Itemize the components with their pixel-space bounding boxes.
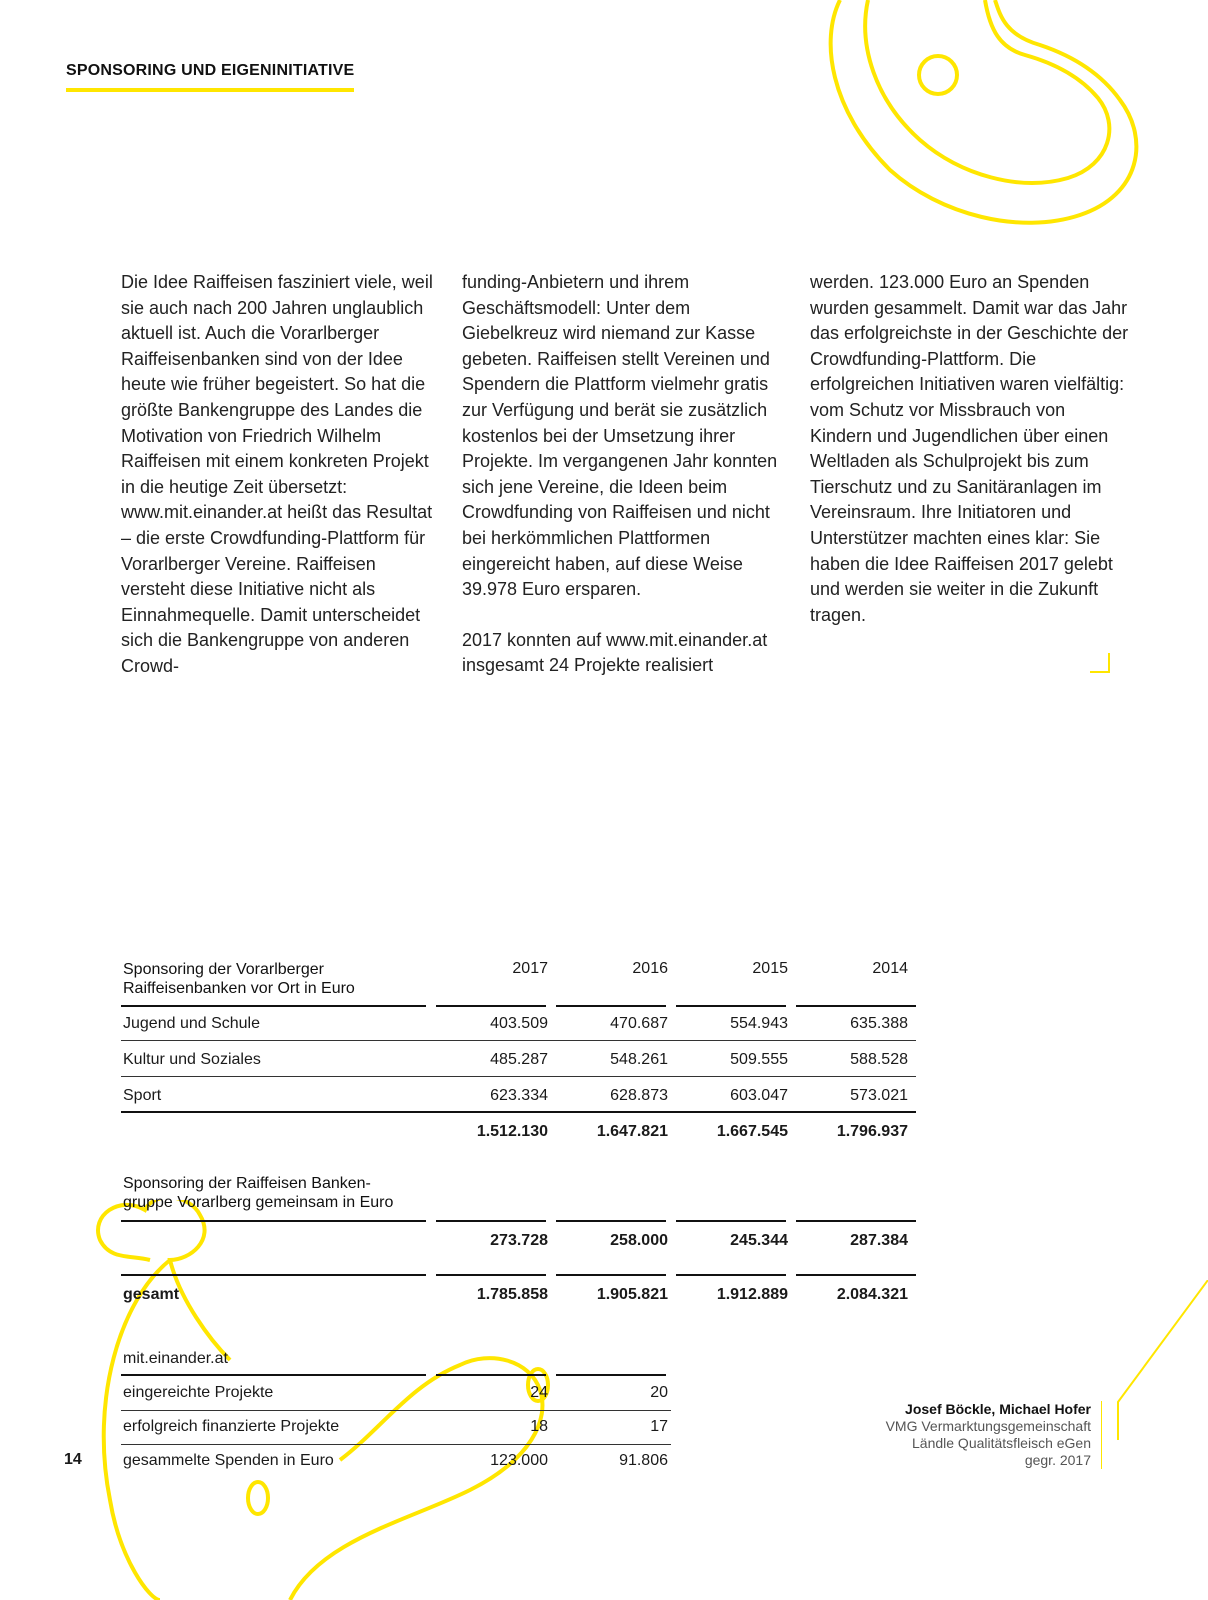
cell-value: 273.728: [490, 1232, 548, 1249]
cell-value: 485.287: [490, 1051, 548, 1068]
cell-value: 24: [530, 1384, 548, 1401]
rule: [121, 1111, 916, 1113]
year-header: 2017: [512, 960, 548, 977]
cell-value: 123.000: [490, 1452, 548, 1469]
cell-value: 403.509: [490, 1015, 548, 1032]
text-column-1: [121, 270, 441, 705]
cell-value: 18: [530, 1418, 548, 1435]
table-row: [121, 1384, 671, 1406]
paragraph: funding-Anbietern und ihrem Geschäftsmodell: Unter dem Giebelkreuz wird niemand zur Kasse gebeten. Raiffeisen stellt Vereinen und Spendern die Plattform vielmehr gratis zur Verfügung und berät sie zusätzlich kostenlos bei der Umsetzung ihrer Projekte. Im vergangenen Jahr konnten sich jene Vereine, die Ideen beim Crowdfunding von Raiffeisen und nicht bei herkömmlichen Plattformen eingereicht haben, auf diese Weise 39.978 Euro ersparen.: [462, 272, 778, 600]
rule: [121, 1005, 426, 1007]
rule: [556, 1005, 666, 1007]
rule: [121, 1274, 426, 1276]
steak-outline-icon: [820, 0, 1208, 240]
row-label: Sport: [123, 1087, 162, 1104]
page-number: 14: [64, 1451, 82, 1468]
corner-mark-icon: [1088, 651, 1112, 675]
rule: [121, 1444, 671, 1445]
row-label: Kultur und Soziales: [123, 1051, 261, 1068]
rule: [121, 1076, 916, 1077]
rule: [556, 1274, 666, 1276]
total-value: 1.785.858: [476, 1286, 548, 1303]
row-label: erfolgreich finanzierte Projekte: [123, 1418, 340, 1435]
rule: [676, 1220, 786, 1222]
cell-value: 603.047: [730, 1087, 788, 1104]
row-label: eingereichte Projekte: [123, 1384, 274, 1401]
rule: [796, 1220, 916, 1222]
author-name: Josef Böckle, Michael Hofer: [905, 1401, 1091, 1417]
total-value: 1.796.937: [836, 1123, 908, 1140]
year-header: 2014: [872, 960, 908, 977]
table-row: [121, 1232, 916, 1254]
rule: [436, 1274, 546, 1276]
table-title-line: Sponsoring der Vorarlberger: [123, 961, 325, 978]
rule: [676, 1274, 786, 1276]
author-founded: gegr. 2017: [1024, 1452, 1091, 1468]
cell-value: 245.344: [730, 1232, 788, 1249]
rule: [436, 1005, 546, 1007]
cell-value: 470.687: [610, 1015, 668, 1032]
table-header-row: [121, 960, 916, 997]
table-row: [121, 1051, 916, 1073]
text-column-2: [462, 270, 782, 704]
cell-value: 588.528: [850, 1051, 908, 1068]
table-row: [121, 1015, 916, 1037]
rule: [121, 1374, 426, 1376]
table-title: mit.einander.at: [123, 1350, 228, 1367]
rule: [556, 1374, 666, 1376]
total-value: 2.084.321: [836, 1286, 908, 1303]
table-row: [121, 1087, 916, 1109]
table-row: [121, 1418, 671, 1440]
total-value: 1.912.889: [716, 1286, 788, 1303]
cell-value: 287.384: [850, 1232, 908, 1249]
cell-value: 554.943: [730, 1015, 788, 1032]
total-row: [121, 1123, 916, 1145]
total-value: 1.667.545: [716, 1123, 788, 1140]
diagonal-line-decoration: [1110, 1280, 1208, 1440]
rule: [556, 1220, 666, 1222]
table-title: [123, 1174, 423, 1212]
total-value: 1.647.821: [596, 1123, 668, 1140]
table-title-line: Sponsoring der Raiffeisen Banken-: [123, 1175, 371, 1192]
rule: [676, 1005, 786, 1007]
total-value: 1.905.821: [596, 1286, 668, 1303]
cell-value: 91.806: [619, 1452, 668, 1469]
rule: [796, 1005, 916, 1007]
year-header: 2016: [632, 960, 668, 977]
row-label: Jugend und Schule: [123, 1015, 260, 1032]
rule: [121, 1040, 916, 1041]
cell-value: 635.388: [850, 1015, 908, 1032]
paragraph: Die Idee Raiffeisen fasziniert viele, weil sie auch nach 200 Jahren unglaublich aktuell ist. Auch die Vorarlberger Raiffeisenbanken sind von der Idee heute wie früher begeistert. So hat die größte Bankengruppe des Landes die Motivation von Friedrich Wilhelm Raiffeisen mit einem konkreten Projekt in die heutige Zeit übersetzt: www.mit.einander.at heißt das Resultat – die erste Crowdfunding-Plattform für Vorarlberger Vereine. Raiffeisen versteht diese Initiative nicht als Einnahmequelle. Damit unterscheidet sich die Bankengruppe von anderen Crowd-: [121, 272, 433, 676]
text-column-3: [810, 270, 1130, 653]
row-label: gesammelte Spenden in Euro: [123, 1452, 334, 1469]
rule: [436, 1374, 546, 1376]
table-title-line: gruppe Vorarlberg gemeinsam in Euro: [123, 1194, 394, 1211]
cell-value: 509.555: [730, 1051, 788, 1068]
cell-value: 573.021: [850, 1087, 908, 1104]
author-organization: VMG Vermarktungsgemeinschaft: [885, 1418, 1091, 1434]
cell-value: 548.261: [610, 1051, 668, 1068]
gesamt-row: [121, 1286, 916, 1308]
cell-value: 17: [650, 1418, 668, 1435]
table-title: [123, 960, 423, 998]
rule: [436, 1220, 546, 1222]
paragraph: 2017 konnten auf www.mit.einander.at insgesamt 24 Projekte realisiert: [462, 629, 768, 676]
rule: [121, 1220, 426, 1222]
author-block: [886, 1401, 1102, 1469]
cell-value: 623.334: [490, 1087, 548, 1104]
section-title: SPONSORING UND EIGENINITIATIVE: [66, 62, 354, 92]
rule: [121, 1410, 671, 1411]
cell-value: 258.000: [610, 1232, 668, 1249]
table-title-line: Raiffeisenbanken vor Ort in Euro: [123, 980, 355, 997]
cell-value: 628.873: [610, 1087, 668, 1104]
paragraph: werden. 123.000 Euro an Spenden wurden gesammelt. Damit war das Jahr das erfolgreichste in der Geschichte der Crowdfunding-Plattform. Die erfolgreichen Initiativen waren vielfältig: vom Schutz vor Missbrauch von Kindern und Jugendlichen über einen Weltladen als Schulprojekt bis zum Tierschutz und zu Sanitäranlagen im Vereinsraum. Ihre Initiatoren und Unterstützer machten eines klar: Sie haben die Idee Raiffeisen 2017 gelebt und werden sie weiter in die Zukunft tragen.: [810, 272, 1129, 625]
rule: [796, 1274, 916, 1276]
year-header: 2015: [752, 960, 788, 977]
author-organization: Ländle Qualitätsfleisch eGen: [912, 1435, 1091, 1451]
table-row: [121, 1452, 671, 1474]
total-value: 1.512.130: [476, 1123, 548, 1140]
cell-value: 20: [650, 1384, 668, 1401]
row-label: gesamt: [123, 1286, 180, 1303]
